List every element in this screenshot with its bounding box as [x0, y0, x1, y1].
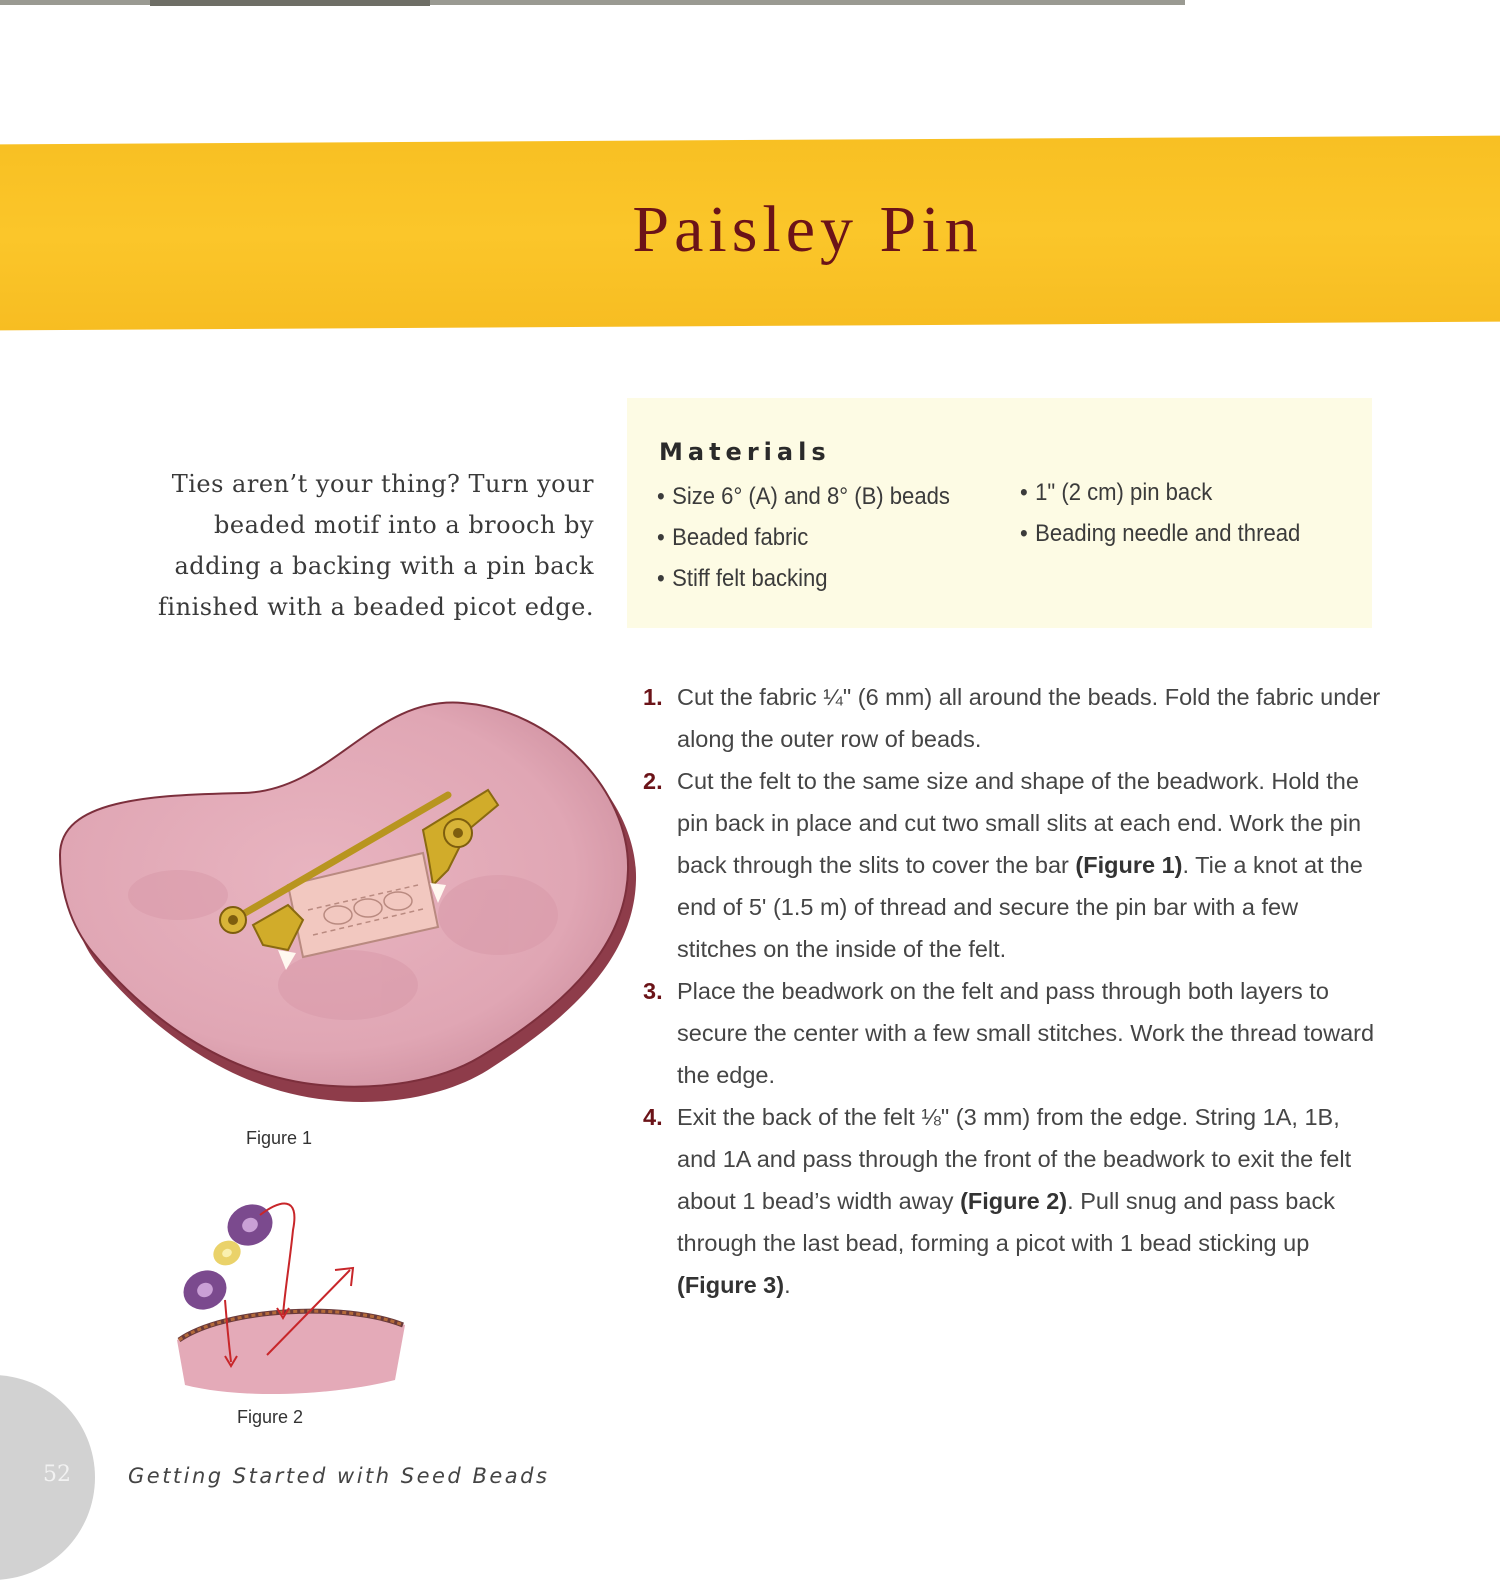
instruction-step [643, 676, 1383, 760]
figure-1-caption: Figure 1 [246, 1128, 313, 1148]
instruction-step [643, 970, 1383, 1096]
materials-item: • Size 6° (A) and 8° (B) beads [657, 483, 950, 510]
page-number: 52 [43, 1462, 71, 1487]
figure-1-illustration [48, 695, 648, 1115]
step-number: 3. [643, 978, 663, 1004]
step-number: 1. [643, 684, 663, 710]
materials-item: • 1" (2 cm) pin back [1020, 479, 1213, 506]
figure-reference: (Figure 2) [960, 1188, 1068, 1214]
step-text: . Pull snug and pass back through the last bead, forming a picot with 1 bead sticking up [677, 1188, 1335, 1256]
step-text: . Tie a knot at the end of 5' (1.5 m) of thread and secure the pin bar with a few stitches on the inside of the felt. [677, 852, 1363, 962]
step-number: 4. [643, 1104, 663, 1130]
step-text: Place the beadwork on the felt and pass through both layers to secure the center with a few small stitches. Work the thread toward the edge. [677, 978, 1375, 1088]
figure-2-illustration [165, 1190, 415, 1405]
page-title: Paisley Pin [632, 193, 983, 266]
instruction-step [643, 1096, 1383, 1306]
instruction-step [643, 760, 1383, 970]
materials-box [627, 398, 1372, 628]
step-text: Exit the back of the felt ⅛" (3 mm) from the edge. String 1A, 1B, and 1A and pass through the front of the beadwork to exit the felt about 1 bead’s width away [677, 1104, 1352, 1214]
figure-reference: (Figure 1) [1075, 852, 1183, 878]
materials-heading: Materials [659, 438, 831, 466]
step-number: 2. [643, 768, 663, 794]
intro-text: Ties aren’t your thing? Turn your beaded motif into a brooch by adding a backing with a pin back finished with a beaded picot edge. [158, 470, 594, 621]
step-text: Cut the felt to the same size and shape of the beadwork. Hold the pin back in place and cut two small slits at each end. Work the pin back through the slits to cover the bar [677, 768, 1362, 878]
step-text: . [784, 1272, 791, 1298]
top-rule-accent [150, 0, 430, 6]
instruction-steps [643, 676, 1383, 1306]
step-text: Cut the fabric ¼" (6 mm) all around the beads. Fold the fabric under along the outer row of beads. [677, 684, 1381, 752]
figure-2-caption: Figure 2 [237, 1407, 304, 1427]
figure-reference: (Figure 3) [677, 1272, 785, 1298]
materials-list-left [657, 476, 975, 599]
running-footer-title: Getting Started with Seed Beads [128, 1464, 550, 1488]
materials-list-right [1020, 472, 1325, 554]
materials-item: • Beading needle and thread [1020, 520, 1301, 547]
materials-item: • Stiff felt backing [657, 565, 828, 592]
materials-item: • Beaded fabric [657, 524, 809, 551]
